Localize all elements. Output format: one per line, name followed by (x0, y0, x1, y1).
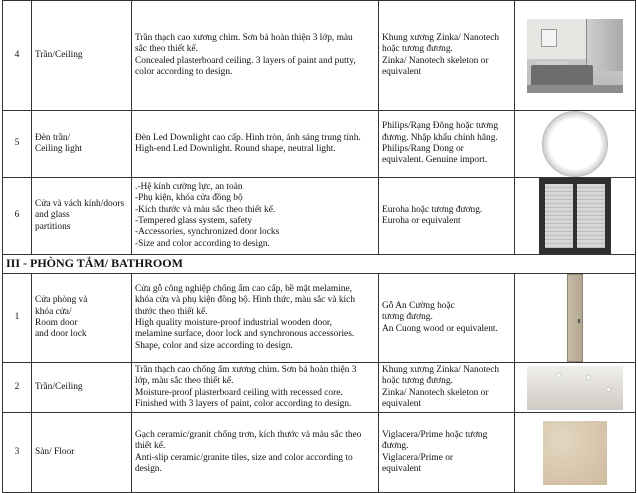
wood-door-photo (567, 274, 583, 362)
row-number: 6 (3, 178, 32, 255)
item-description: .-Hệ kính cường lực, an toàn -Phụ kiện, khóa cửa đồng bộ -Kích thước và màu sắc theo thiết kế. -Tempered glass system, safety -Accessories, synchronized door locks -Size and color according to design. (132, 178, 379, 255)
item-image-cell (515, 178, 636, 255)
glass-door-photo (539, 178, 611, 254)
item-brand: Viglacera/Prime hoặc tương đương. Viglacera/Prime or equivalent (379, 413, 515, 493)
item-name: Trần/Ceiling (32, 363, 132, 413)
item-name: Đèn trần/ Ceiling light (32, 111, 132, 178)
section-title: III - PHÒNG TẮM/ BATHROOM (3, 255, 636, 274)
item-image-cell (515, 274, 636, 363)
bathroom-ceiling-photo (527, 366, 623, 410)
item-image-cell (515, 413, 636, 493)
table-row (3, 111, 636, 178)
item-image-cell (515, 1, 636, 111)
item-brand: Euroha hoặc tương đương. Euroha or equivalent (379, 178, 515, 255)
item-brand: Gỗ An Cường hoặc tương đương. An Cuong wood or equivalent. (379, 274, 515, 363)
row-number: 4 (3, 1, 32, 111)
item-name: Cửa và vách kính/doors and glass partitions (32, 178, 132, 255)
item-brand: Philips/Rạng Đông hoặc tương đương. Nhập khẩu chính hãng. Philips/Rang Dong or equivalent. Genuine import. (379, 111, 515, 178)
item-description: Gạch ceramic/granit chống trơn, kích thước và màu sắc theo thiết kế. Anti-slip ceramic/granite tiles, size and color according to design. (132, 413, 379, 493)
spec-table (2, 0, 636, 493)
table-row (3, 413, 636, 493)
item-name: Sàn/ Floor (32, 413, 132, 493)
item-description: Trần thạch cao chống ẩm xương chìm. Sơn bả hoàn thiện 3 lớp, màu sắc theo thiết kế. Moisture-proof plasterboard ceiling with recessed core. Finished with 3 layers of paint, color according to design. (132, 363, 379, 413)
row-number: 1 (3, 274, 32, 363)
item-image-cell (515, 363, 636, 413)
table-row (3, 363, 636, 413)
item-description: Trần thạch cao xương chìm. Sơn bả hoàn thiện 3 lớp, màu sắc theo thiết kế. Concealed plasterboard ceiling. 3 layers of paint and putty, color according to design. (132, 1, 379, 111)
row-number: 5 (3, 111, 32, 178)
section-header (3, 255, 636, 274)
item-name: Trần/Ceiling (32, 1, 132, 111)
item-image-cell (515, 111, 636, 178)
table-row (3, 274, 636, 363)
table-row (3, 1, 636, 111)
downlight-photo (542, 111, 608, 177)
floor-tile-photo (543, 421, 607, 485)
item-brand: Khung xương Zinka/ Nanotech hoặc tương đương. Zinka/ Nanotech skeleton or equivalent (379, 363, 515, 413)
row-number: 3 (3, 413, 32, 493)
item-description: Đèn Led Downlight cao cấp. Hình tròn, ánh sáng trung tính. High-end Led Downlight. Round shape, neutral light. (132, 111, 379, 178)
item-name: Cửa phòng và khóa cửa/ Room door and door lock (32, 274, 132, 363)
item-brand: Khung xương Zinka/ Nanotech hoặc tương đương. Zinka/ Nanotech skeleton or equivalent (379, 1, 515, 111)
row-number: 2 (3, 363, 32, 413)
bedroom-ceiling-photo (527, 19, 623, 93)
table-row (3, 178, 636, 255)
item-description: Cửa gỗ công nghiệp chống ẩm cao cấp, bề mặt melamine, khóa cửa và phụ kiện đồng bộ. Hình thức, màu sắc và kích thước theo thiết kế. High quality moisture-proof industrial wooden door, melamine surface, door lock and synchronous accessories. Shape, color and size according to design. (132, 274, 379, 363)
